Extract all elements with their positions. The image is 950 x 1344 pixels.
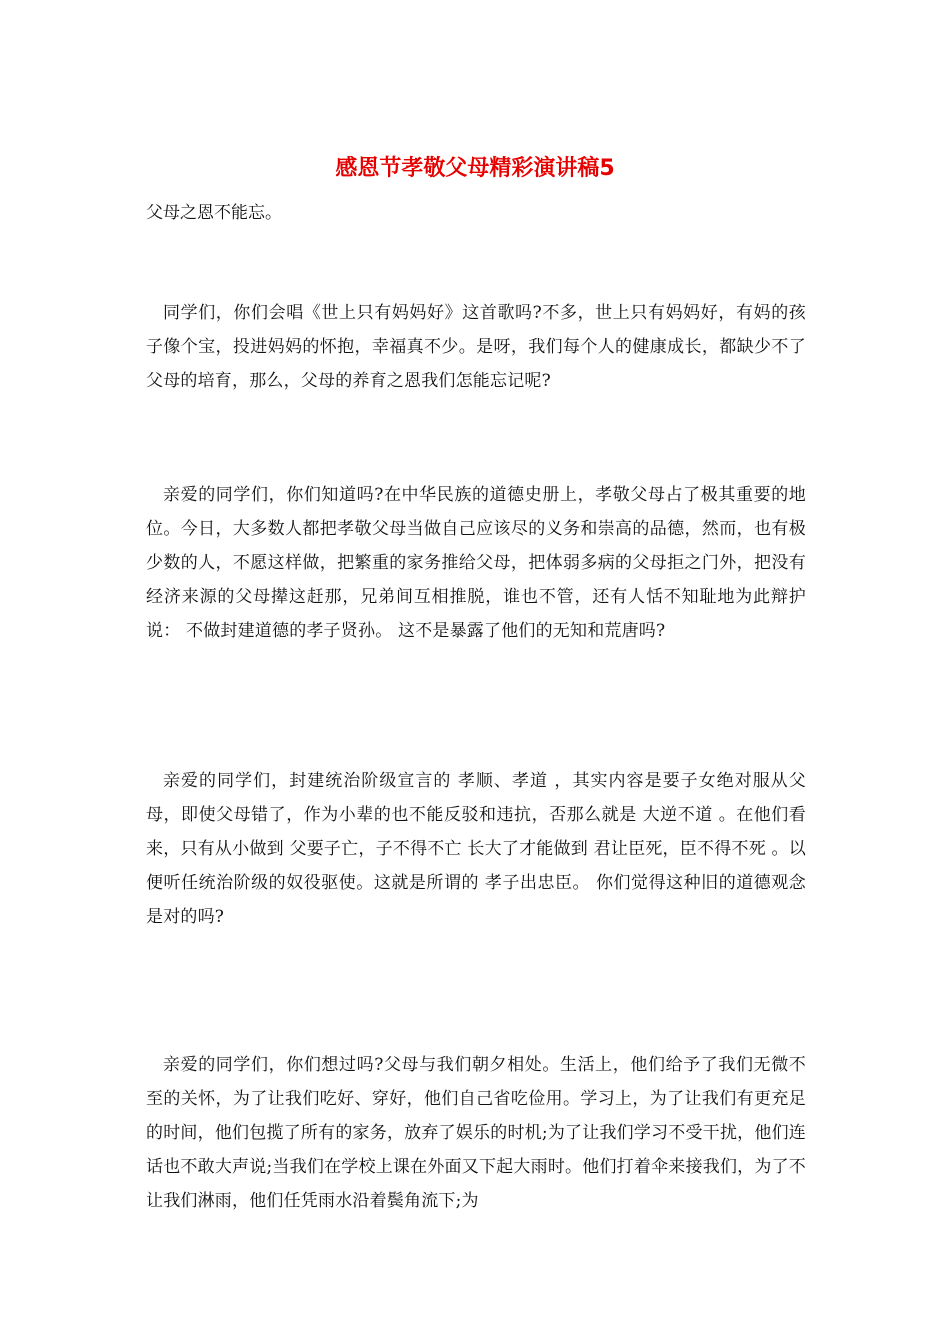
paragraph-1: 同学们，你们会唱《世上只有妈妈好》这首歌吗?不多，世上只有妈妈好，有妈的孩子像个宝，投进妈妈的怀抱，幸福真不少。是呀，我们每个人的健康成长，都缺少不了父母的培育，那么，父母的养育之恩我们怎能忘记呢? — [146, 303, 806, 391]
document-subtitle: 父母之恩不能忘。 — [146, 203, 282, 223]
paragraph-4: 亲爱的同学们，你们想过吗?父母与我们朝夕相处。生活上，他们给予了我们无微不至的关怀，为了让我们吃好、穿好，他们自己省吃俭用。学习上，为了让我们有更充足的时间，他们包揽了所有的家务，放弃了娱乐的时机;为了让我们学习不受干扰，他们连话也不敢大声说;当我们在学校上课在外面又下起大雨时。他们打着伞来接我们，为了不让我们淋雨，他们任凭雨水沿着鬓角流下;为 — [146, 1055, 806, 1211]
paragraph-2: 亲爱的同学们，你们知道吗?在中华民族的道德史册上，孝敬父母占了极其重要的地位。今日，大多数人都把孝敬父母当做自己应该尽的义务和崇高的品德，然而，也有极少数的人，不愿这样做，把繁重的家务推给父母，把体弱多病的父母拒之门外，把没有经济来源的父母撵这赶那，兄弟间互相推脱，谁也不管，还有人恬不知耻地为此辩护说： 不做封建道德的孝子贤孙。 这不是暴露了他们的无知和荒唐吗? — [146, 485, 806, 641]
paragraph-3: 亲爱的同学们，封建统治阶级宣言的 孝顺、孝道 ，其实内容是要子女绝对服从父母，即使父母错了，作为小辈的也不能反驳和违抗，否那么就是 大逆不道 。在他们看来，只有从小做到 父要子亡，子不得不亡 长大了才能做到 君让臣死，臣不得不死 。以便听任统治阶级的奴役驱使。这就是所谓的 孝子出忠臣。 你们觉得这种旧的道德观念是对的吗? — [146, 771, 806, 927]
document-title: 感恩节孝敬父母精彩演讲稿5 — [335, 156, 615, 181]
